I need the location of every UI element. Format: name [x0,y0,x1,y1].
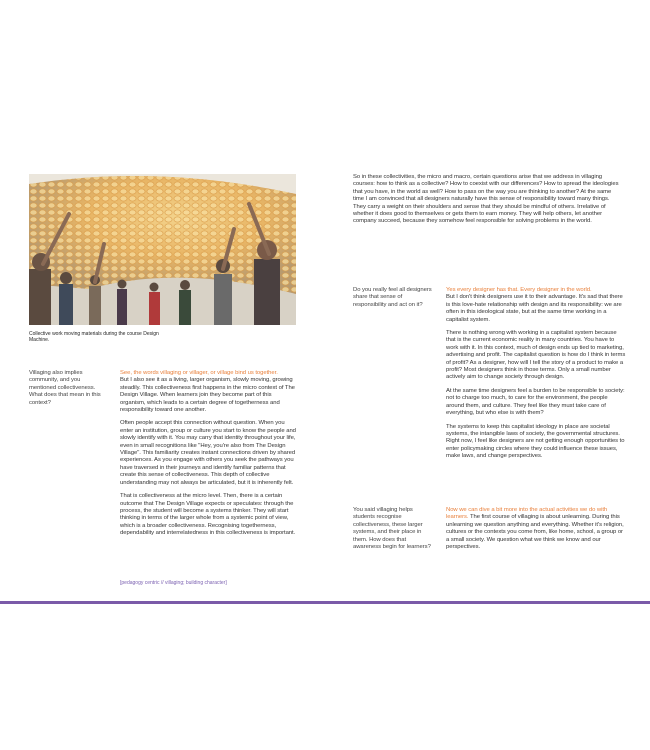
photo-caption: Collective work moving materials during the course Design Machine. [29,331,159,344]
paragraph: At the same time designers feel a burden to be responsible to society: not to charge too much, to care for the environment, the people around them, and culture. They feel like they must take care of everything, but who else is with them? [446,387,625,417]
paragraph: Often people accept this connection without question. When you enter an institution, group or culture you start to know the people and slowly identify with it. You may carry that identity throughout your life, even in small recognitions like "Hey, you're also from The Design Village". This familiarity creates instant connections driven by shared experiences. As you engage with others you seek the pathways you have traversed in their journeys and identify familiar patterns that create this sense of collectiveness. This depth of collective understanding may not always be articulated, but it is inherently felt. [120,420,296,486]
paragraph: There is nothing wrong with working in a capitalist system because that is the current economic reality in many countries. You have to work with it. In this context, much of design ends up tied to marketing, advertising and profit. The capitalist question is how do I think in terms of profit? As a designer, how will I tell the story of a product to make a profit? Most designers think in those terms. Only a small number actively aim to change society through design. [446,330,626,381]
paragraph: The first course of villaging is about unlearning. During this unlearning we question anything and everything. Whether it's religion, cultures or the contexts you come from, like home, school, a group or a small society. We question what we think we know and our perspectives. [446,514,624,551]
answer-awareness [446,507,626,551]
workshop-photo [29,174,296,325]
interview-question-awareness: You said villaging helps students recognise collectiveness, these larger systems, and their place in them. How does that awareness begin for learners? [353,507,431,551]
paragraph: The systems to keep this capitalist ideology in place are societal systems, the intangible laws of society, the governmental structures. Right now, I feel like designers are not getting enough opportunities to enter policymaking circles where they could influence these issues, make laws, and change perspectives. [446,423,625,460]
answer-villaging [120,370,298,544]
answer-lead: Now we can dive a bit more into the actual activities we do with learners. [446,507,608,521]
page-tagline: [pedagogy centric // villaging; building character] [120,580,227,586]
paragraph: But I also see it as a living, larger organism, slowly moving, growing steadily. This collectiveness first happens in the micro context of The Design Village. When learners join they become part of this organism, which leads to a certain degree of togetherness and responsibility toward one another. [120,377,295,414]
interview-question-villaging: Villaging also implies community, and you mentioned collectiveness. What does that mean in this context? [29,370,101,406]
intro-paragraph: So in these collectivities, the micro and macro, certain questions arise that we address in villaging courses: how to think as a collective? How to coexist with our differences? How to spread the ideologies that you have, in the world as well? How to pass on the way you are thinking to another? At the same time I am convinced that all designers naturally have this sense of responsibility toward many things. They carry a weight on their shoulders and sense that they should be mindful of others. Irrelative of whether it does good to themselves or gets them to earn money. They will help others, let another company succeed, because they somehow feel responsible for solving problems in the world. [353,174,619,225]
paragraph: That is collectiveness at the micro level. Then, there is a certain outcome that The Design Village expects or speculates: through the process, the student will become a systems thinker. They will start thinking in terms of the larger whole from a systemic point of view, which is a broader collectiveness. Recognising togetherness, dependability and interrelatedness in this collectiveness is important. [120,493,296,537]
answer-lead: See, the words villaging or villager, or village bind us together. [120,370,278,376]
interview-question-responsibility: Do you really feel all designers share that sense of responsibility and act on it? [353,287,432,308]
page-divider [0,601,650,604]
answer-responsibility [446,287,626,467]
paragraph: But I don't think designers use it to their advantage. It's sad that there is this love-hate relationship with design and its responsibility: we are often in this ideological state, but at the same time working in a capitalist system. [446,294,623,323]
answer-lead: Yes every designer has that. Every designer in the world. [446,287,592,293]
